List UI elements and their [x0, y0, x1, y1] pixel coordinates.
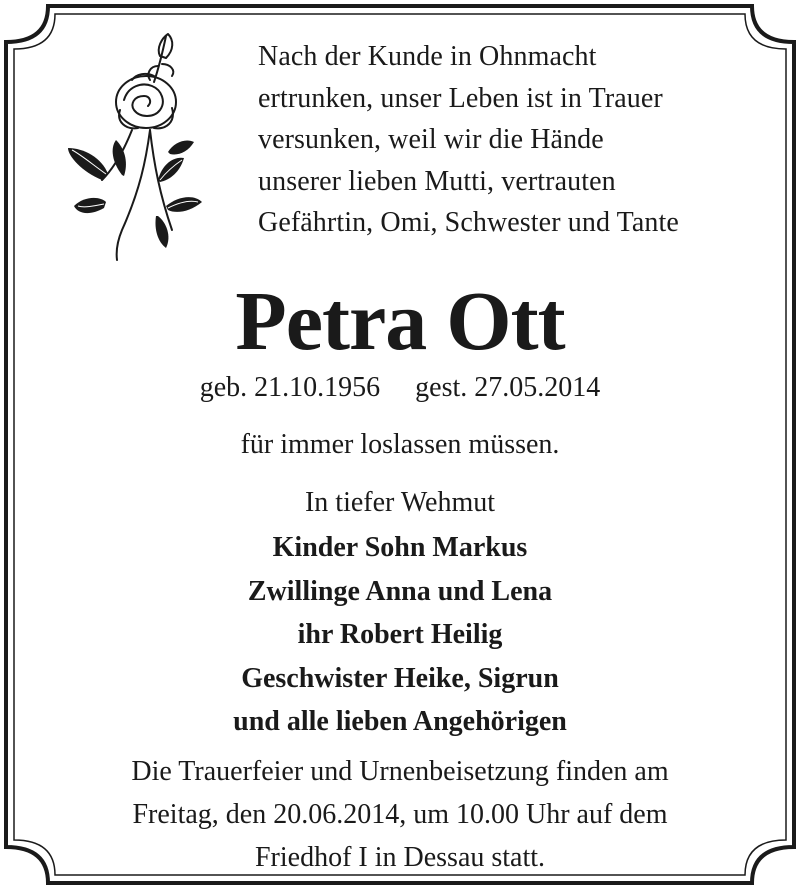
- mourner-line: Geschwister Heike, Sigrun: [241, 662, 559, 694]
- intro-line: versunken, weil wir die Hände: [258, 124, 604, 155]
- rose-icon: [62, 30, 207, 262]
- intro-line: Nach der Kunde in Ohnmacht: [258, 41, 597, 72]
- service-line: Freitag, den 20.06.2014, um 10.00 Uhr auf dem: [132, 799, 668, 830]
- intro-line: ertrunken, unser Leben ist in Trauer: [258, 82, 663, 114]
- deceased-name: Petra Ott: [235, 275, 565, 368]
- mourner-line: Zwillinge Anna und Lena: [247, 575, 553, 607]
- mourners-list: [0, 526, 800, 744]
- service-line: Die Trauerfeier und Urnenbeisetzung finden am: [131, 756, 669, 787]
- mourning-line: In tiefer Wehmut: [304, 487, 496, 518]
- intro-line: unserer lieben Mutti, vertrauten: [258, 165, 616, 197]
- mourner-line: ihr Robert Heilig: [297, 619, 503, 650]
- intro-text: [258, 36, 788, 244]
- service-info: [0, 750, 800, 879]
- mourner-line: und alle lieben Angehörigen: [233, 706, 567, 737]
- let-go-line: für immer loslassen müssen.: [240, 429, 560, 460]
- service-line: Friedhof I in Dessau statt.: [254, 842, 546, 873]
- life-dates: geb. 21.10.1956 gest. 27.05.2014: [199, 372, 601, 403]
- mourner-line: Kinder Sohn Markus: [272, 532, 528, 563]
- intro-line: Gefährtin, Omi, Schwester und Tante: [258, 207, 679, 238]
